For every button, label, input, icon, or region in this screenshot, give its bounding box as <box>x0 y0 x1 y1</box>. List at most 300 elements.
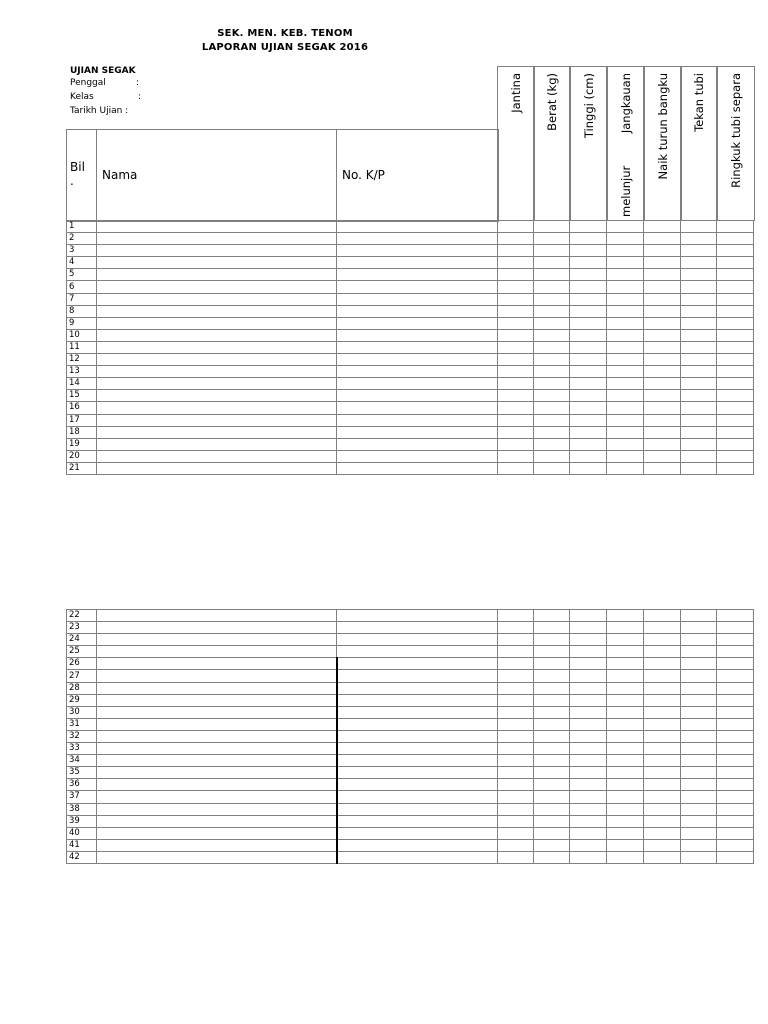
table-cell[interactable] <box>717 305 754 317</box>
table-cell[interactable] <box>681 450 717 462</box>
table-cell[interactable] <box>717 622 754 634</box>
table-cell[interactable] <box>570 341 607 353</box>
table-cell[interactable] <box>570 851 607 863</box>
table-cell[interactable] <box>681 378 717 390</box>
table-cell[interactable] <box>607 269 644 281</box>
table-cell[interactable] <box>717 414 754 426</box>
table-cell[interactable] <box>534 426 570 438</box>
table-cell[interactable] <box>337 634 498 646</box>
table-cell[interactable] <box>681 426 717 438</box>
table-cell[interactable] <box>717 233 754 245</box>
table-cell[interactable] <box>607 293 644 305</box>
table-cell[interactable] <box>607 281 644 293</box>
table-cell[interactable] <box>717 839 754 851</box>
table-cell[interactable] <box>570 718 607 730</box>
table-cell[interactable] <box>337 450 498 462</box>
table-cell[interactable] <box>681 329 717 341</box>
table-cell[interactable] <box>717 658 754 670</box>
table-cell[interactable] <box>681 354 717 366</box>
table-cell[interactable] <box>681 682 717 694</box>
table-cell[interactable] <box>534 414 570 426</box>
table-cell[interactable] <box>337 610 498 622</box>
table-cell[interactable] <box>534 366 570 378</box>
table-cell[interactable] <box>644 803 681 815</box>
table-cell[interactable] <box>717 438 754 450</box>
table-cell[interactable] <box>534 610 570 622</box>
table-cell[interactable] <box>717 718 754 730</box>
table-cell[interactable] <box>681 646 717 658</box>
table-cell[interactable] <box>498 269 534 281</box>
table-cell[interactable] <box>570 366 607 378</box>
table-cell[interactable] <box>498 293 534 305</box>
table-cell[interactable] <box>717 390 754 402</box>
table-cell[interactable] <box>534 221 570 233</box>
table-cell[interactable] <box>534 438 570 450</box>
table-cell[interactable] <box>534 390 570 402</box>
table-cell[interactable] <box>607 378 644 390</box>
table-cell[interactable] <box>717 317 754 329</box>
table-cell[interactable] <box>337 438 498 450</box>
table-cell[interactable] <box>644 378 681 390</box>
table-cell[interactable] <box>498 634 534 646</box>
table-cell[interactable] <box>644 827 681 839</box>
table-cell[interactable] <box>97 622 337 634</box>
table-cell[interactable] <box>717 646 754 658</box>
table-cell[interactable] <box>644 610 681 622</box>
table-cell[interactable] <box>644 354 681 366</box>
table-cell[interactable] <box>681 839 717 851</box>
table-cell[interactable] <box>534 354 570 366</box>
table-cell[interactable] <box>498 317 534 329</box>
table-cell[interactable] <box>498 767 534 779</box>
table-cell[interactable] <box>607 402 644 414</box>
table-cell[interactable] <box>570 670 607 682</box>
table-cell[interactable] <box>570 646 607 658</box>
table-cell[interactable] <box>337 293 498 305</box>
table-cell[interactable] <box>644 851 681 863</box>
table-cell[interactable] <box>570 779 607 791</box>
table-cell[interactable] <box>534 245 570 257</box>
table-cell[interactable] <box>534 755 570 767</box>
table-cell[interactable] <box>534 658 570 670</box>
table-cell[interactable] <box>498 414 534 426</box>
table-cell[interactable] <box>97 390 337 402</box>
table-cell[interactable] <box>644 233 681 245</box>
table-cell[interactable] <box>534 293 570 305</box>
table-cell[interactable] <box>644 718 681 730</box>
table-cell[interactable] <box>534 233 570 245</box>
table-cell[interactable] <box>97 233 337 245</box>
table-cell[interactable] <box>534 779 570 791</box>
table-cell[interactable] <box>717 293 754 305</box>
table-cell[interactable] <box>337 366 498 378</box>
table-cell[interactable] <box>534 815 570 827</box>
table-cell[interactable] <box>644 317 681 329</box>
table-cell[interactable] <box>644 779 681 791</box>
table-cell[interactable] <box>498 670 534 682</box>
table-cell[interactable] <box>570 245 607 257</box>
table-cell[interactable] <box>644 634 681 646</box>
table-cell[interactable] <box>644 305 681 317</box>
table-cell[interactable] <box>681 851 717 863</box>
table-cell[interactable] <box>570 730 607 742</box>
table-cell[interactable] <box>337 462 498 474</box>
table-cell[interactable] <box>717 281 754 293</box>
table-cell[interactable] <box>570 839 607 851</box>
table-cell[interactable] <box>337 402 498 414</box>
table-cell[interactable] <box>644 755 681 767</box>
table-cell[interactable] <box>498 257 534 269</box>
table-cell[interactable] <box>607 730 644 742</box>
table-cell[interactable] <box>607 462 644 474</box>
table-cell[interactable] <box>607 694 644 706</box>
table-cell[interactable] <box>607 851 644 863</box>
table-cell[interactable] <box>97 610 337 622</box>
table-cell[interactable] <box>717 402 754 414</box>
table-cell[interactable] <box>534 706 570 718</box>
table-cell[interactable] <box>644 462 681 474</box>
table-cell[interactable] <box>498 646 534 658</box>
table-cell[interactable] <box>570 402 607 414</box>
table-cell[interactable] <box>607 779 644 791</box>
table-cell[interactable] <box>644 730 681 742</box>
table-cell[interactable] <box>607 329 644 341</box>
table-cell[interactable] <box>498 426 534 438</box>
table-cell[interactable] <box>337 281 498 293</box>
table-cell[interactable] <box>717 827 754 839</box>
table-cell[interactable] <box>498 378 534 390</box>
table-cell[interactable] <box>607 221 644 233</box>
table-cell[interactable] <box>97 317 337 329</box>
table-cell[interactable] <box>717 378 754 390</box>
table-cell[interactable] <box>337 755 498 767</box>
table-cell[interactable] <box>97 851 337 863</box>
table-cell[interactable] <box>534 791 570 803</box>
table-cell[interactable] <box>644 438 681 450</box>
table-cell[interactable] <box>681 317 717 329</box>
table-cell[interactable] <box>498 839 534 851</box>
table-cell[interactable] <box>337 354 498 366</box>
table-cell[interactable] <box>337 426 498 438</box>
table-cell[interactable] <box>337 341 498 353</box>
table-cell[interactable] <box>717 221 754 233</box>
table-cell[interactable] <box>337 718 498 730</box>
table-cell[interactable] <box>97 245 337 257</box>
table-cell[interactable] <box>717 791 754 803</box>
table-cell[interactable] <box>534 329 570 341</box>
table-cell[interactable] <box>498 402 534 414</box>
table-cell[interactable] <box>337 767 498 779</box>
table-cell[interactable] <box>570 634 607 646</box>
table-cell[interactable] <box>717 269 754 281</box>
table-cell[interactable] <box>644 682 681 694</box>
table-cell[interactable] <box>498 718 534 730</box>
table-cell[interactable] <box>534 257 570 269</box>
table-cell[interactable] <box>717 354 754 366</box>
table-cell[interactable] <box>498 281 534 293</box>
table-cell[interactable] <box>570 293 607 305</box>
table-cell[interactable] <box>570 317 607 329</box>
table-cell[interactable] <box>337 730 498 742</box>
table-cell[interactable] <box>337 329 498 341</box>
table-cell[interactable] <box>607 610 644 622</box>
table-cell[interactable] <box>534 851 570 863</box>
table-cell[interactable] <box>607 803 644 815</box>
table-cell[interactable] <box>681 694 717 706</box>
table-cell[interactable] <box>498 245 534 257</box>
table-cell[interactable] <box>570 426 607 438</box>
table-cell[interactable] <box>337 706 498 718</box>
table-cell[interactable] <box>717 779 754 791</box>
table-cell[interactable] <box>644 839 681 851</box>
table-cell[interactable] <box>607 450 644 462</box>
table-cell[interactable] <box>534 269 570 281</box>
table-cell[interactable] <box>337 390 498 402</box>
table-cell[interactable] <box>97 402 337 414</box>
table-cell[interactable] <box>644 646 681 658</box>
table-cell[interactable] <box>607 245 644 257</box>
table-cell[interactable] <box>534 730 570 742</box>
table-cell[interactable] <box>570 706 607 718</box>
table-cell[interactable] <box>607 257 644 269</box>
table-cell[interactable] <box>337 851 498 863</box>
table-cell[interactable] <box>607 646 644 658</box>
table-cell[interactable] <box>570 803 607 815</box>
table-cell[interactable] <box>337 317 498 329</box>
table-cell[interactable] <box>681 305 717 317</box>
table-cell[interactable] <box>644 293 681 305</box>
table-cell[interactable] <box>97 730 337 742</box>
table-cell[interactable] <box>337 414 498 426</box>
table-cell[interactable] <box>498 462 534 474</box>
table-cell[interactable] <box>717 670 754 682</box>
table-cell[interactable] <box>534 670 570 682</box>
table-cell[interactable] <box>644 257 681 269</box>
table-cell[interactable] <box>717 815 754 827</box>
table-cell[interactable] <box>498 221 534 233</box>
table-cell[interactable] <box>717 450 754 462</box>
table-cell[interactable] <box>498 341 534 353</box>
table-cell[interactable] <box>498 305 534 317</box>
table-cell[interactable] <box>337 257 498 269</box>
table-cell[interactable] <box>717 730 754 742</box>
table-cell[interactable] <box>498 366 534 378</box>
table-cell[interactable] <box>97 658 337 670</box>
table-cell[interactable] <box>570 682 607 694</box>
table-cell[interactable] <box>717 767 754 779</box>
table-cell[interactable] <box>97 462 337 474</box>
table-cell[interactable] <box>717 694 754 706</box>
table-cell[interactable] <box>534 378 570 390</box>
table-cell[interactable] <box>644 426 681 438</box>
table-cell[interactable] <box>607 670 644 682</box>
table-cell[interactable] <box>717 329 754 341</box>
table-cell[interactable] <box>337 378 498 390</box>
table-cell[interactable] <box>681 414 717 426</box>
table-cell[interactable] <box>97 646 337 658</box>
table-cell[interactable] <box>534 839 570 851</box>
table-cell[interactable] <box>498 694 534 706</box>
table-cell[interactable] <box>644 670 681 682</box>
table-cell[interactable] <box>644 694 681 706</box>
table-cell[interactable] <box>337 622 498 634</box>
table-cell[interactable] <box>534 694 570 706</box>
table-cell[interactable] <box>97 755 337 767</box>
table-cell[interactable] <box>534 341 570 353</box>
table-cell[interactable] <box>717 743 754 755</box>
table-cell[interactable] <box>681 610 717 622</box>
table-cell[interactable] <box>681 730 717 742</box>
table-cell[interactable] <box>337 233 498 245</box>
table-cell[interactable] <box>534 622 570 634</box>
table-cell[interactable] <box>498 827 534 839</box>
table-cell[interactable] <box>337 839 498 851</box>
table-cell[interactable] <box>498 706 534 718</box>
table-cell[interactable] <box>717 610 754 622</box>
table-cell[interactable] <box>97 438 337 450</box>
table-cell[interactable] <box>534 827 570 839</box>
table-cell[interactable] <box>681 634 717 646</box>
table-cell[interactable] <box>717 257 754 269</box>
table-cell[interactable] <box>570 257 607 269</box>
table-cell[interactable] <box>570 694 607 706</box>
table-cell[interactable] <box>644 706 681 718</box>
table-cell[interactable] <box>681 221 717 233</box>
table-cell[interactable] <box>607 791 644 803</box>
table-cell[interactable] <box>717 462 754 474</box>
table-cell[interactable] <box>607 317 644 329</box>
table-cell[interactable] <box>498 622 534 634</box>
table-cell[interactable] <box>681 233 717 245</box>
table-cell[interactable] <box>498 329 534 341</box>
table-cell[interactable] <box>97 414 337 426</box>
table-cell[interactable] <box>570 329 607 341</box>
table-cell[interactable] <box>607 767 644 779</box>
table-cell[interactable] <box>97 257 337 269</box>
table-cell[interactable] <box>498 390 534 402</box>
table-cell[interactable] <box>534 317 570 329</box>
table-cell[interactable] <box>681 438 717 450</box>
table-cell[interactable] <box>717 706 754 718</box>
table-cell[interactable] <box>570 743 607 755</box>
table-cell[interactable] <box>607 354 644 366</box>
table-cell[interactable] <box>644 245 681 257</box>
table-cell[interactable] <box>97 670 337 682</box>
table-cell[interactable] <box>570 233 607 245</box>
table-cell[interactable] <box>607 706 644 718</box>
table-cell[interactable] <box>97 827 337 839</box>
table-cell[interactable] <box>681 827 717 839</box>
table-cell[interactable] <box>97 743 337 755</box>
table-cell[interactable] <box>570 827 607 839</box>
table-cell[interactable] <box>644 281 681 293</box>
table-cell[interactable] <box>97 839 337 851</box>
table-cell[interactable] <box>681 718 717 730</box>
table-cell[interactable] <box>97 293 337 305</box>
table-cell[interactable] <box>644 269 681 281</box>
table-cell[interactable] <box>97 341 337 353</box>
table-cell[interactable] <box>534 305 570 317</box>
table-cell[interactable] <box>337 791 498 803</box>
table-cell[interactable] <box>498 730 534 742</box>
table-cell[interactable] <box>337 245 498 257</box>
table-cell[interactable] <box>681 706 717 718</box>
table-cell[interactable] <box>337 305 498 317</box>
table-cell[interactable] <box>681 658 717 670</box>
table-cell[interactable] <box>498 743 534 755</box>
table-cell[interactable] <box>717 634 754 646</box>
table-cell[interactable] <box>644 221 681 233</box>
table-cell[interactable] <box>97 329 337 341</box>
table-cell[interactable] <box>337 827 498 839</box>
table-cell[interactable] <box>607 622 644 634</box>
table-cell[interactable] <box>717 245 754 257</box>
table-cell[interactable] <box>498 610 534 622</box>
table-cell[interactable] <box>97 366 337 378</box>
table-cell[interactable] <box>681 390 717 402</box>
table-cell[interactable] <box>570 414 607 426</box>
table-cell[interactable] <box>337 779 498 791</box>
table-cell[interactable] <box>337 221 498 233</box>
table-cell[interactable] <box>97 706 337 718</box>
table-cell[interactable] <box>644 329 681 341</box>
table-cell[interactable] <box>681 341 717 353</box>
table-cell[interactable] <box>644 402 681 414</box>
table-cell[interactable] <box>534 281 570 293</box>
table-cell[interactable] <box>498 354 534 366</box>
table-cell[interactable] <box>97 426 337 438</box>
table-cell[interactable] <box>681 245 717 257</box>
table-cell[interactable] <box>607 438 644 450</box>
table-cell[interactable] <box>97 281 337 293</box>
table-cell[interactable] <box>97 791 337 803</box>
table-cell[interactable] <box>717 755 754 767</box>
table-cell[interactable] <box>644 390 681 402</box>
table-cell[interactable] <box>681 622 717 634</box>
table-cell[interactable] <box>644 366 681 378</box>
table-cell[interactable] <box>498 779 534 791</box>
table-cell[interactable] <box>607 426 644 438</box>
table-cell[interactable] <box>97 269 337 281</box>
table-cell[interactable] <box>97 682 337 694</box>
table-cell[interactable] <box>570 269 607 281</box>
table-cell[interactable] <box>681 402 717 414</box>
table-cell[interactable] <box>534 646 570 658</box>
table-cell[interactable] <box>607 827 644 839</box>
table-cell[interactable] <box>644 791 681 803</box>
table-cell[interactable] <box>97 803 337 815</box>
table-cell[interactable] <box>570 390 607 402</box>
table-cell[interactable] <box>337 269 498 281</box>
table-cell[interactable] <box>97 767 337 779</box>
table-cell[interactable] <box>681 755 717 767</box>
table-cell[interactable] <box>717 366 754 378</box>
table-cell[interactable] <box>681 815 717 827</box>
table-cell[interactable] <box>570 658 607 670</box>
table-cell[interactable] <box>717 803 754 815</box>
table-cell[interactable] <box>570 450 607 462</box>
table-cell[interactable] <box>570 815 607 827</box>
table-cell[interactable] <box>681 293 717 305</box>
table-cell[interactable] <box>534 743 570 755</box>
table-cell[interactable] <box>534 682 570 694</box>
table-cell[interactable] <box>534 402 570 414</box>
table-cell[interactable] <box>570 438 607 450</box>
table-cell[interactable] <box>717 851 754 863</box>
table-cell[interactable] <box>570 281 607 293</box>
table-cell[interactable] <box>607 341 644 353</box>
table-cell[interactable] <box>498 851 534 863</box>
